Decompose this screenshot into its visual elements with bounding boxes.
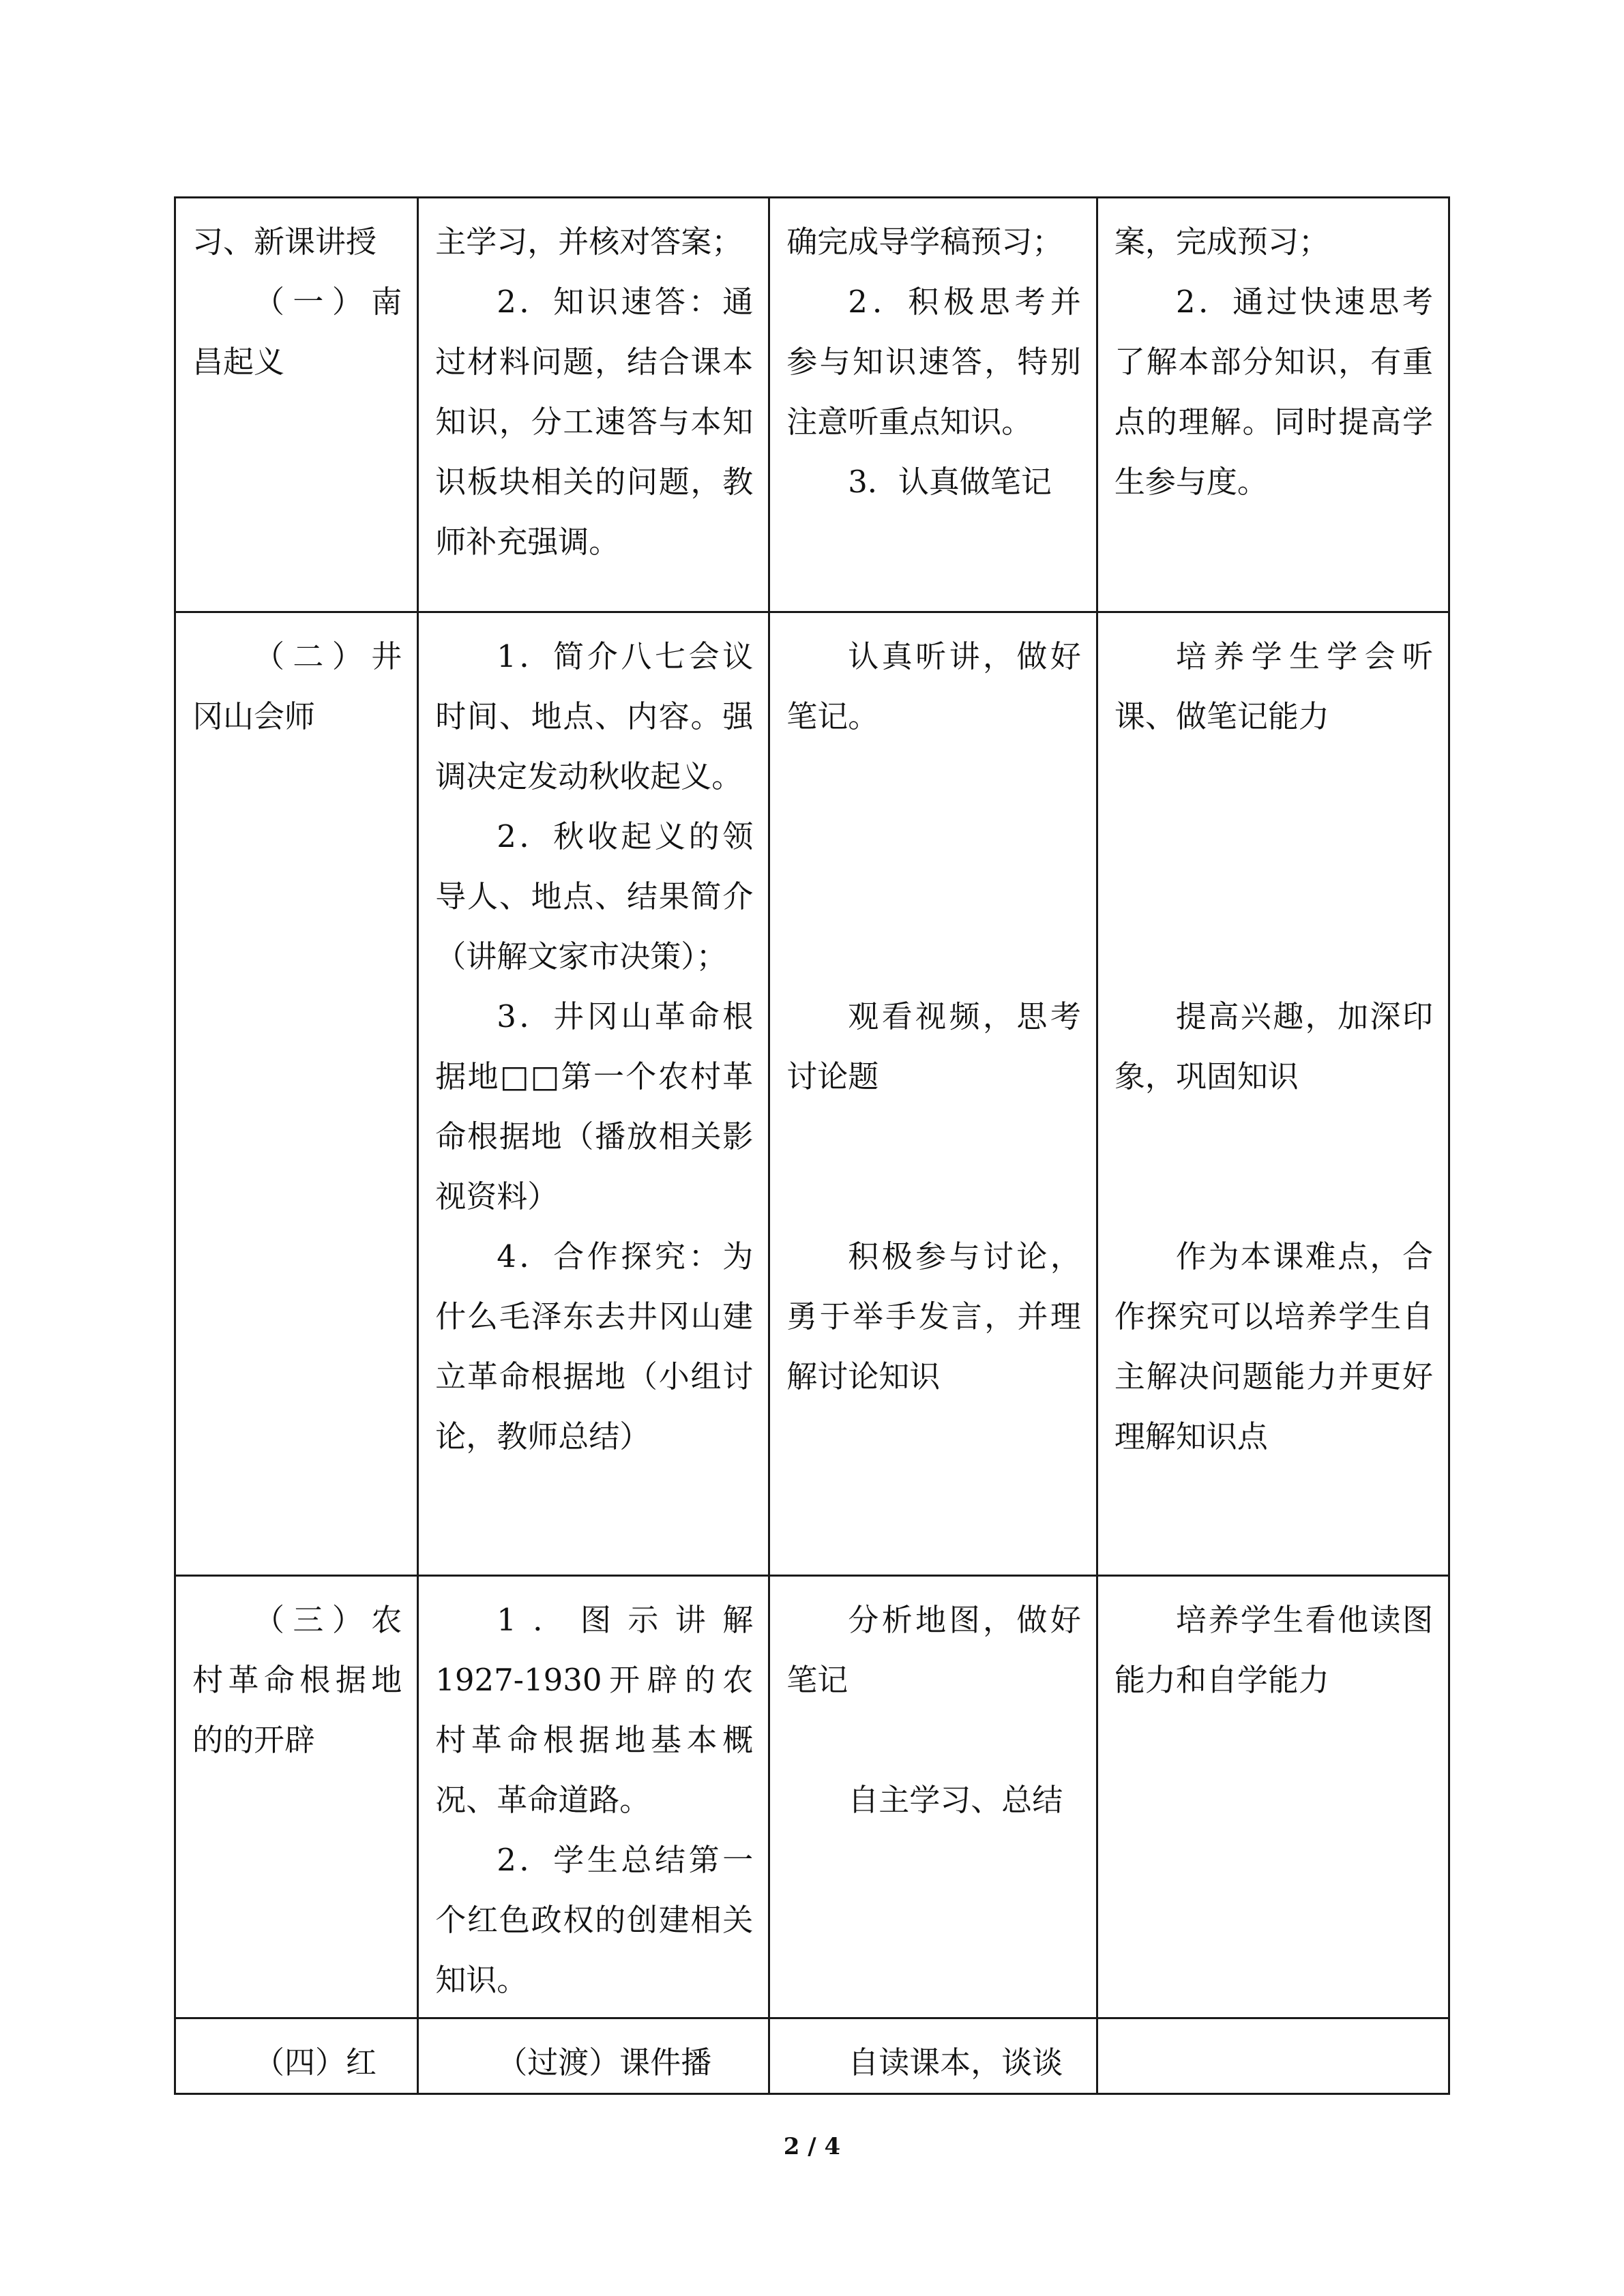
teacher-activity-cell <box>418 198 769 612</box>
design-intent-cell <box>1097 2018 1449 2094</box>
table-row <box>175 612 1449 1576</box>
page-number: 2 / 4 <box>783 2133 841 2160</box>
cell-text: 培养学生看他读图能力和自学能力 <box>1114 1602 1433 1698</box>
cell-text: 2．积极思考并参与知识速答，特别注意听重点知识。 <box>786 284 1081 440</box>
cell-text: 2．学生总结第一个红色政权的创建相关知识。 <box>435 1842 754 1998</box>
design-intent-cell <box>1097 198 1449 612</box>
stage-cell <box>175 1576 418 2018</box>
cell-text: 作为本课难点，合作探究可以培养学生自主解决问题能力并更好理解知识点 <box>1114 1238 1433 1455</box>
cell-text: 习、新课讲授 <box>192 224 377 260</box>
teacher-activity-cell <box>418 1576 769 2018</box>
cell-text: 1．图示讲解1927-1930开辟的农村革命根据地基本概况、革命道路。 <box>435 1602 754 1818</box>
cell-text: 4．合作探究：为什么毛泽东去井冈山建立革命根据地（小组讨论，教师总结） <box>435 1238 754 1455</box>
cell-text: 确完成导学稿预习； <box>786 224 1063 260</box>
cell-text: 2．通过快速思考了解本部分知识，有重点的理解。同时提高学生参与度。 <box>1114 284 1433 500</box>
cell-text: 自读课本，谈谈 <box>848 2044 1063 2081</box>
cell-text: 2．秋收起义的领导人、地点、结果简介（讲解文家市决策）； <box>435 818 754 974</box>
student-activity-cell <box>769 1576 1097 2018</box>
teacher-activity-cell <box>418 2018 769 2094</box>
table-row <box>175 2018 1449 2094</box>
cell-text: 提高兴趣，加深印象，巩固知识 <box>1114 998 1433 1094</box>
cell-text: 分析地图，做好笔记 <box>786 1602 1081 1698</box>
cell-text: 自主学习、总结 <box>848 1782 1063 1818</box>
cell-text: 主学习，并核对答案； <box>435 224 743 260</box>
cell-text: （过渡）课件播 <box>497 2044 712 2081</box>
cell-text: （三）农村革命根据地的的开辟 <box>192 1602 402 1758</box>
stage-cell <box>175 198 418 612</box>
cell-text: 培养学生学会听课、做笔记能力 <box>1114 638 1433 734</box>
teacher-activity-cell <box>418 612 769 1576</box>
design-intent-cell <box>1097 612 1449 1576</box>
student-activity-cell <box>769 612 1097 1576</box>
stage-cell <box>175 2018 418 2094</box>
cell-text: 积极参与讨论，勇于举手发言，并理解讨论知识 <box>786 1238 1081 1395</box>
cell-text: 案，完成预习； <box>1114 224 1329 260</box>
cell-text: 3．井冈山革命根据地□□第一个农村革命根据地（播放相关影视资料） <box>435 998 754 1214</box>
cell-text: （二）井冈山会师 <box>192 638 402 734</box>
cell-text: 3．认真做笔记 <box>848 464 1052 500</box>
design-intent-cell <box>1097 1576 1449 2018</box>
table-row <box>175 1576 1449 2018</box>
cell-text: 1．简介八七会议时间、地点、内容。强调决定发动秋收起义。 <box>435 638 754 794</box>
student-activity-cell <box>769 2018 1097 2094</box>
cell-text: 2．知识速答：通过材料问题，结合课本知识，分工速答与本知识板块相关的问题，教师补充强调。 <box>435 284 754 560</box>
table-row <box>175 198 1449 612</box>
student-activity-cell <box>769 198 1097 612</box>
cell-text: （一）南昌起义 <box>192 284 402 380</box>
cell-text: 观看视频，思考讨论题 <box>786 998 1081 1094</box>
cell-text: 认真听讲，做好笔记。 <box>786 638 1081 734</box>
stage-cell <box>175 612 418 1576</box>
cell-text: （四）红 <box>254 2044 377 2081</box>
lesson-plan-table <box>174 196 1450 2095</box>
